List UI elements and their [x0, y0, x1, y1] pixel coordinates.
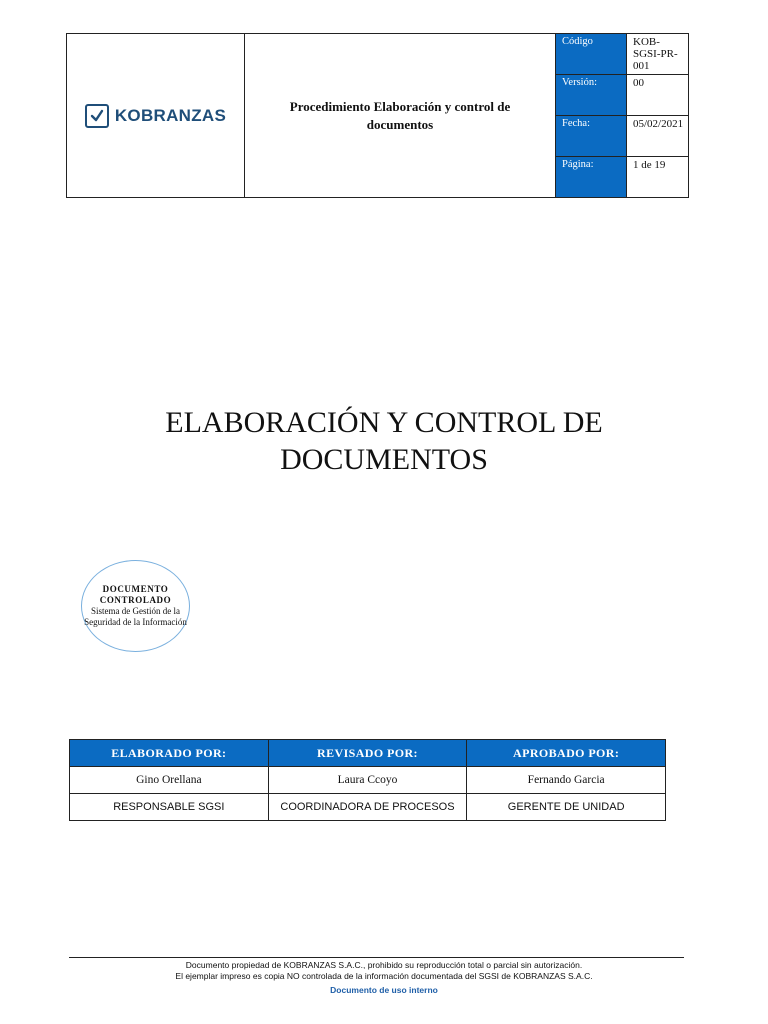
page-value: 1 de 19 — [627, 157, 689, 198]
approved-by-role: GERENTE DE UNIDAD — [467, 794, 666, 821]
controlled-document-stamp — [81, 560, 190, 652]
company-name: KOBRANZAS — [114, 105, 227, 125]
document-title: Procedimiento Elaboración y control de documentos — [245, 34, 556, 198]
version-label: Versión: — [556, 75, 627, 116]
page-label: Página: — [556, 157, 627, 198]
stamp-body: Sistema de Gestión de la Seguridad de la Información — [84, 606, 187, 627]
footer-copy-note: El ejemplar impreso es copia NO controlada de la información documentada del SGSI de KOBRANZAS S.A.C. — [175, 971, 593, 981]
approved-by-header: APROBADO POR: — [467, 740, 666, 767]
footer-divider — [69, 957, 684, 958]
date-value: 05/02/2021 — [627, 116, 689, 157]
company-logo — [67, 104, 244, 128]
main-title — [0, 404, 768, 478]
document-header-table — [66, 33, 689, 198]
check-icon — [85, 104, 109, 128]
reviewed-by-name: Laura Ccoyo — [268, 767, 467, 794]
stamp-title-line-2: CONTROLADO — [99, 595, 172, 605]
main-title-line-2: DOCUMENTOS — [280, 443, 488, 476]
stamp-title-line-1: DOCUMENTO — [102, 584, 169, 594]
footer-internal-use: Documento de uso interno — [330, 985, 438, 995]
logo-cell — [67, 34, 245, 198]
main-title-line-1: ELABORACIÓN Y CONTROL DE — [165, 406, 603, 439]
prepared-by-header: ELABORADO POR: — [70, 740, 269, 767]
version-value: 00 — [627, 75, 689, 116]
code-value: KOB-SGSI-PR-001 — [627, 34, 689, 75]
footer — [0, 960, 768, 996]
approved-by-name: Fernando Garcia — [467, 767, 666, 794]
reviewed-by-header: REVISADO POR: — [268, 740, 467, 767]
footer-ownership-note: Documento propiedad de KOBRANZAS S.A.C., prohibido su reproducción total o parcial sin autorización. — [185, 960, 583, 970]
reviewed-by-role: COORDINADORA DE PROCESOS — [268, 794, 467, 821]
prepared-by-name: Gino Orellana — [70, 767, 269, 794]
date-label: Fecha: — [556, 116, 627, 157]
approval-table — [69, 739, 666, 821]
code-label: Código — [556, 34, 627, 75]
prepared-by-role: RESPONSABLE SGSI — [70, 794, 269, 821]
